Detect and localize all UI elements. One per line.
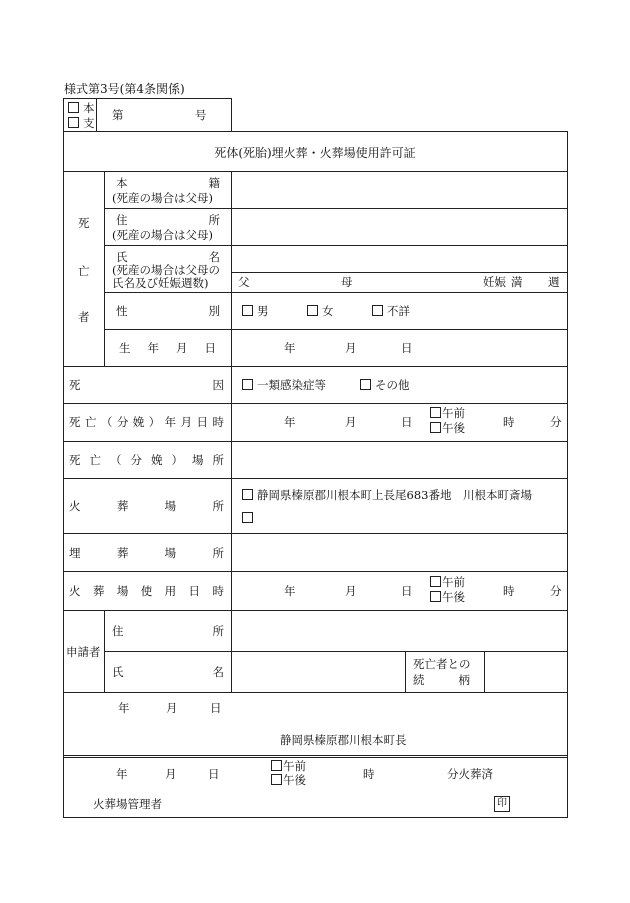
issue-month: 月: [166, 701, 178, 715]
jusho-label: 住 所: [116, 213, 220, 227]
death-month: 月: [345, 415, 357, 429]
checkbox[interactable]: [271, 760, 282, 771]
death-day: 日: [401, 415, 413, 429]
death-pm[interactable]: 午後: [430, 421, 465, 435]
applicant-address-label: 住 所: [112, 624, 224, 638]
checkbox[interactable]: [242, 512, 253, 523]
birth-year: 年: [284, 341, 296, 355]
cause-option-infection[interactable]: 一類感染症等: [242, 378, 326, 392]
crematorium-option-1[interactable]: 静岡県榛原郡川根本町上長尾683番地 川根本町斎場: [242, 488, 532, 502]
checkbox[interactable]: [271, 774, 282, 785]
crematorium-option-2[interactable]: [242, 511, 257, 525]
death-datetime-label: 死 亡 （ 分 娩 ） 年 月 日 時: [69, 415, 224, 429]
done-am[interactable]: 午前: [271, 759, 306, 773]
use-am[interactable]: 午前: [430, 575, 465, 589]
checkbox[interactable]: [430, 422, 441, 433]
use-month: 月: [345, 584, 357, 598]
death-hour: 時: [503, 415, 515, 429]
applicant-label: 申請者: [66, 645, 101, 659]
deceased-label-2: 亡: [78, 264, 90, 278]
issue-year: 年: [118, 701, 130, 715]
sex-male[interactable]: 男: [242, 304, 269, 318]
birth-label: 生 年 月 日: [119, 341, 216, 355]
death-place-label: 死 亡 （ 分 娩 ） 場 所: [69, 453, 224, 467]
use-year: 年: [284, 584, 296, 598]
issuer-name: 静岡県榛原郡川根本町長: [280, 733, 407, 747]
relation-field[interactable]: [485, 652, 567, 692]
issue-day: 日: [210, 701, 222, 715]
checkbox[interactable]: [242, 379, 253, 390]
relation-label-2: 続 柄: [413, 673, 470, 687]
checkbox[interactable]: [430, 576, 441, 587]
done-year: 年: [116, 767, 128, 781]
mother-label: 母: [341, 275, 353, 289]
option-shi[interactable]: 支: [68, 116, 95, 130]
jusho-field[interactable]: [232, 209, 567, 245]
checkbox[interactable]: [242, 489, 253, 500]
death-year: 年: [284, 415, 296, 429]
crematorium-label: 火 葬 場 所: [69, 499, 224, 513]
honseki-note: (死産の場合は父母): [112, 191, 213, 205]
applicant-name-label: 氏 名: [112, 665, 224, 679]
sex-unknown[interactable]: 不詳: [372, 304, 410, 318]
seibetsu-label: 性 別: [116, 304, 220, 318]
document-title: 死体(死胎)埋火葬・火葬場使用許可証: [214, 146, 416, 160]
option-hon[interactable]: 本: [68, 101, 95, 115]
done-month: 月: [165, 767, 177, 781]
father-label: 父: [238, 275, 250, 289]
use-minute: 分: [550, 584, 562, 598]
done-pm[interactable]: 午後: [271, 773, 306, 787]
shimei-note-1: (死産の場合は父母の: [112, 263, 220, 277]
use-hour: 時: [503, 584, 515, 598]
checkbox[interactable]: [68, 117, 79, 128]
birth-month: 月: [345, 341, 357, 355]
shimei-field[interactable]: [232, 246, 567, 272]
checkbox[interactable]: [360, 379, 371, 390]
cause-option-other[interactable]: その他: [360, 378, 410, 392]
checkbox[interactable]: [430, 591, 441, 602]
honseki-label: 本 籍: [116, 176, 220, 190]
shimei-note-2: 氏名及び妊娠週数): [112, 276, 209, 290]
ninshin-label: 妊娠: [483, 275, 506, 289]
death-am[interactable]: 午前: [430, 406, 465, 420]
man-label: 満: [511, 275, 523, 289]
seal-mark: 印: [494, 796, 510, 812]
death-minute: 分: [550, 415, 562, 429]
form-header: 様式第3号(第4条関係): [64, 82, 185, 96]
crematorium-manager-label: 火葬場管理者: [93, 797, 162, 811]
deceased-label-1: 死: [78, 216, 90, 230]
use-day: 日: [401, 584, 413, 598]
checkbox[interactable]: [242, 305, 253, 316]
death-place-field[interactable]: [232, 442, 567, 478]
shimei-label: 氏 名: [116, 250, 220, 264]
done-day: 日: [208, 767, 220, 781]
checkbox[interactable]: [372, 305, 383, 316]
honseki-field[interactable]: [232, 172, 567, 208]
go-label: 号: [195, 108, 207, 122]
jusho-note: (死産の場合は父母): [112, 228, 213, 242]
sex-female[interactable]: 女: [307, 304, 334, 318]
shu-label: 週: [548, 275, 560, 289]
applicant-name-field[interactable]: [232, 652, 405, 692]
checkbox[interactable]: [68, 102, 79, 113]
crematorium-use-label: 火 葬 場 使 用 日 時: [69, 584, 224, 598]
done-status: 分火葬済: [447, 767, 493, 781]
checkbox[interactable]: [307, 305, 318, 316]
checkbox[interactable]: [430, 407, 441, 418]
deceased-label-3: 者: [78, 310, 90, 324]
applicant-address-field[interactable]: [232, 611, 567, 651]
dai-label: 第: [112, 108, 124, 122]
use-pm[interactable]: 午後: [430, 590, 465, 604]
relation-label-1: 死亡者との: [413, 657, 471, 671]
burial-place-label: 埋 葬 場 所: [69, 546, 224, 560]
burial-place-field[interactable]: [232, 534, 567, 571]
done-hour: 時: [363, 767, 375, 781]
cause-label: 死 因: [69, 378, 224, 392]
birth-day: 日: [401, 341, 413, 355]
